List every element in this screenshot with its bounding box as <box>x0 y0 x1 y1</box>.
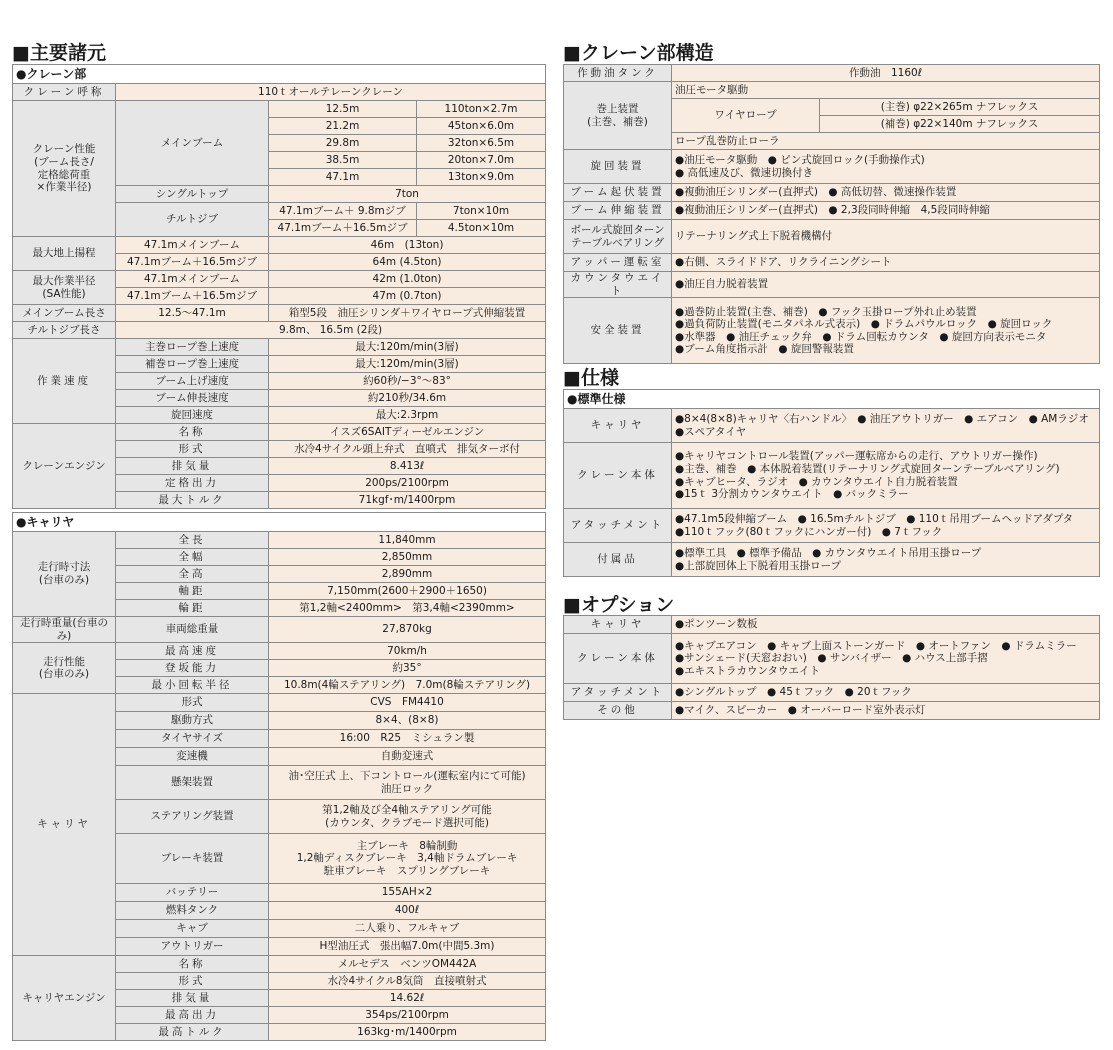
rated-load: 20ton×7.0m <box>417 152 546 169</box>
standard-spec-table <box>563 389 1100 577</box>
row-value <box>672 254 1100 272</box>
row-value: イスズ6SAITディーゼルエンジン <box>269 424 546 441</box>
section-title: ●標準仕様 <box>564 390 1100 409</box>
rated-load: 13ton×9.0m <box>417 169 546 186</box>
row-value: 約35° <box>269 660 546 677</box>
row-label <box>564 82 672 150</box>
row-value <box>672 702 1100 720</box>
row-sublabel: 47.1mブーム＋16.5mジブ <box>116 288 269 305</box>
row-label: 作業速度 <box>13 339 116 424</box>
cell-line: 走行性能 <box>43 655 85 668</box>
table-row <box>13 305 546 322</box>
row-value <box>269 902 546 920</box>
cell-line: ●110ｔフック(80ｔフックにハンガー付) ● 7ｔフック <box>675 525 943 538</box>
table-row <box>564 82 1100 99</box>
row-label: アッパー運転室 <box>564 254 672 272</box>
row-label: キャリヤ <box>13 694 116 956</box>
table-row <box>13 956 546 973</box>
cell-line: ●油圧モータ駆動 ● ピン式旋回ロック(手動操作式) <box>675 153 925 166</box>
cell-line: ●サンシェード(天窓おおい) ● サンバイザー ● ハウス上部手摺 <box>675 652 988 665</box>
table-row <box>564 272 1100 298</box>
row-value: 水冷4サイクル8気筒 直接噴射式 <box>269 973 546 990</box>
row-label: キャリヤ <box>564 616 672 634</box>
cell-line: 主ブレーキ 8輪制動 <box>356 839 458 852</box>
cell-line: ×作業半径) <box>36 181 92 194</box>
row-sublabel: 47.1mメインブーム <box>116 237 269 254</box>
row-sublabel: ブレーキ装置 <box>116 834 269 884</box>
cell-line: 油･空圧式 上、下コントロール(運転室内にて可能) <box>288 770 526 783</box>
row-value: 油圧モータ駆動 <box>672 82 1100 99</box>
row-label: クレーン本体 <box>564 443 672 509</box>
cell-line: ●主巻、補巻 ● 本体脱着装置(リテーナリング式旋回ターンテーブルベアリング) <box>675 462 1060 475</box>
rated-load: 45ton×6.0m <box>417 118 546 135</box>
rated-load: 4.5ton×10m <box>417 220 546 237</box>
cell-line: (台車のみ) <box>38 668 90 681</box>
cell-line: ●水準器 ● 油圧チェック弁 ● ドラム回転カウンタ ● 旋回方向表示モニタ <box>675 330 1047 343</box>
table-row <box>13 694 546 712</box>
row-sublabel: 最小回転半径 <box>116 677 269 694</box>
row-sublabel: 全高 <box>116 566 269 583</box>
cell-line: (SA性能) <box>42 287 86 300</box>
row-label: クレーンエンジン <box>13 424 116 509</box>
cell-line: ●油圧自力脱着装置 <box>675 278 769 291</box>
row-label: クレーン本体 <box>564 634 672 684</box>
cell-line: (主巻、補巻) <box>587 115 648 128</box>
row-value: 11,840mm <box>269 532 546 549</box>
row-value <box>672 443 1100 509</box>
row-value: 42m (1.0ton) <box>269 271 546 288</box>
rated-load: 7ton×10m <box>417 203 546 220</box>
row-label <box>13 271 116 305</box>
row-value: 163kg･m/1400rpm <box>269 1024 546 1041</box>
row-label: ブーム起伏装置 <box>564 184 672 202</box>
row-value: 14.62ℓ <box>269 990 546 1007</box>
row-label: ボール式旋回ターンテーブルベアリング <box>564 220 672 254</box>
row-value: 200ps/2100rpm <box>269 475 546 492</box>
row-sublabel: 名称 <box>116 424 269 441</box>
row-label: 付属品 <box>564 543 672 577</box>
row-value <box>269 730 546 748</box>
row-label: アタッチメント <box>564 509 672 543</box>
row-sublabel: シングルトップ <box>116 186 269 203</box>
row-sublabel: 定格出力 <box>116 475 269 492</box>
cell-line: ●複動油圧シリンダー(直押式) ● 2,3段同時伸縮 4,5段同時伸縮 <box>675 204 990 217</box>
row-sublabel: 最大トルク <box>116 492 269 509</box>
row-value: 最大:2.3rpm <box>269 407 546 424</box>
cell-line: ●右側、スライドドア、リクライニングシート <box>675 256 892 269</box>
table-row <box>564 220 1100 254</box>
row-sublabel: 車両総重量 <box>116 617 269 643</box>
cell-line: 155AH×2 <box>381 886 433 899</box>
table-row <box>564 684 1100 702</box>
row-value: 27,870kg <box>269 617 546 643</box>
carrier-spec-table <box>12 512 546 1041</box>
row-sublabel: 燃料タンク <box>116 902 269 920</box>
table-row <box>13 532 546 549</box>
table-row <box>564 150 1100 184</box>
row-label: クレーン呼称 <box>13 84 116 101</box>
row-sublabel: 登坂能力 <box>116 660 269 677</box>
cell-line: 8×4、(8×8) <box>375 714 439 727</box>
cell-line: 油圧ロック <box>380 782 434 795</box>
table-row <box>13 339 546 356</box>
row-sublabel: タイヤサイズ <box>116 730 269 748</box>
table-row <box>13 237 546 254</box>
row-sublabel: 最高トルク <box>116 1024 269 1041</box>
row-label: ブーム伸縮装置 <box>564 202 672 220</box>
row-value: 第1,2軸<2400mm> 第3,4軸<2390mm> <box>269 600 546 617</box>
row-sublabel: ブーム上げ速度 <box>116 373 269 390</box>
row-value <box>269 920 546 938</box>
table-row <box>564 509 1100 543</box>
table-row <box>13 271 546 288</box>
table-row <box>13 424 546 441</box>
row-value <box>672 634 1100 684</box>
cell-line: ●マイク、スピーカー ● オーバーロード室外表示灯 <box>675 704 926 717</box>
jib-combination: 47.1mブーム＋ 9.8mジブ <box>269 203 417 220</box>
row-value <box>269 712 546 730</box>
row-sublabel: 輪距 <box>116 600 269 617</box>
table-row <box>564 409 1100 443</box>
row-label: アタッチメント <box>564 684 672 702</box>
row-label <box>13 532 116 617</box>
boom-length: 21.2m <box>269 118 417 135</box>
table-row <box>13 322 546 339</box>
table-row <box>564 634 1100 684</box>
row-value: 箱型5段 油圧シリンダ＋ワイヤロープ式伸縮装置 <box>269 305 546 322</box>
option-table <box>563 615 1100 720</box>
cell-line: ●複動油圧シリンダー(直押式) ● 高低切替、微速操作装置 <box>675 186 957 199</box>
row-value: 10.8m(4輪ステアリング) 7.0m(8輪ステアリング) <box>269 677 546 694</box>
cell-line: (カウンタ、クラブモード選択可能) <box>325 816 489 829</box>
spec-heading: ■仕様 <box>563 367 619 389</box>
row-sublabel: 全長 <box>116 532 269 549</box>
crane-structure-table <box>563 64 1100 364</box>
table-row <box>564 65 1100 82</box>
row-label <box>13 101 116 237</box>
rated-load: 32ton×6.5m <box>417 135 546 152</box>
row-value: 最大:120m/min(3層) <box>269 339 546 356</box>
row-value <box>672 616 1100 634</box>
row-value <box>672 543 1100 577</box>
cell-line: 16:00 R25 ミシュラン製 <box>339 732 475 745</box>
row-sublabel: 駆動方式 <box>116 712 269 730</box>
row-sublabel: バッテリー <box>116 884 269 902</box>
table-row <box>564 616 1100 634</box>
cell-line: ●過負荷防止装置(モニタパネル式表示) ● ドラムパウルロック ● 旋回ロック <box>675 318 1053 331</box>
row-value: 47m (0.7ton) <box>269 288 546 305</box>
row-value: 7ton <box>269 186 546 203</box>
cell-line: H型油圧式 張出幅7.0m(中間5.3m) <box>319 940 495 953</box>
row-value: 最大:120m/min(3層) <box>269 356 546 373</box>
row-value <box>269 938 546 956</box>
row-sublabel: 最高速度 <box>116 643 269 660</box>
row-value <box>269 766 546 800</box>
row-value: 110ｔオールテレーンクレーン <box>116 84 546 101</box>
table-row <box>13 101 546 118</box>
cell-line: ●シングルトップ ● 45ｔフック ● 20ｔフック <box>675 686 912 699</box>
row-sublabel: ブーム伸長速度 <box>116 390 269 407</box>
row-label: キャリヤ <box>564 409 672 443</box>
table-row <box>564 298 1100 364</box>
row-sublabel: 旋回速度 <box>116 407 269 424</box>
cell-line: 1,2軸ディスクブレーキ 3,4軸ドラムブレーキ <box>296 852 518 865</box>
row-label: その他 <box>564 702 672 720</box>
row-sublabel: ワイヤロープ <box>672 99 820 133</box>
row-value: 2,890mm <box>269 566 546 583</box>
row-value <box>672 298 1100 364</box>
main-specs-heading: ■主要諸元 <box>12 42 106 64</box>
row-value: 46m (13ton) <box>269 237 546 254</box>
cell-line: ●過巻防止装置(主巻、補巻) ● フック玉掛ロープ外れ止め装置 <box>675 305 977 318</box>
row-sublabel: 形式 <box>116 441 269 458</box>
table-row <box>564 702 1100 720</box>
row-sublabel: 懸架装置 <box>116 766 269 800</box>
row-sublabel: チルトジブ <box>116 203 269 237</box>
row-value <box>672 684 1100 702</box>
row-value <box>269 834 546 884</box>
row-label: メインブーム長さ <box>13 305 116 322</box>
cell-line: クレーン性能 <box>32 143 96 156</box>
cell-line: 走行時寸法 <box>37 561 91 574</box>
table-row <box>564 390 1100 409</box>
row-value <box>672 509 1100 543</box>
row-sublabel: 排気量 <box>116 990 269 1007</box>
cell-line: 駐車ブレーキ スプリングブレーキ <box>323 864 491 877</box>
row-value <box>269 884 546 902</box>
row-label: カウンタウエイト <box>564 272 672 298</box>
row-sublabel: 補巻ロープ巻上速度 <box>116 356 269 373</box>
row-sublabel: 形式 <box>116 694 269 712</box>
cell-line: ●ブーム角度指示計 ● 旋回警報装置 <box>675 343 854 356</box>
cell-line: CVS FM4410 <box>370 696 444 709</box>
row-sublabel: 名称 <box>116 956 269 973</box>
cell-line: ●キャリヤコントロール装置(アッパー運転席からの走行、アウトリガー操作) <box>675 450 1038 463</box>
row-value: 71kgf･m/1400rpm <box>269 492 546 509</box>
row-label <box>13 643 116 694</box>
row-value <box>672 150 1100 184</box>
row-value <box>269 694 546 712</box>
cell-line: (ブーム長さ/ <box>34 155 94 168</box>
row-sublabel: 軸距 <box>116 583 269 600</box>
row-label: 安全装置 <box>564 298 672 364</box>
row-label: 最大地上揚程 <box>13 237 116 271</box>
cell-line: 自動変速式 <box>380 750 434 763</box>
cell-line: 定格総荷重 <box>37 168 91 181</box>
row-value: 作動油 1160ℓ <box>672 65 1100 82</box>
option-heading: ■オプション <box>563 594 675 616</box>
table-row <box>564 184 1100 202</box>
cell-line: ● 高低速及び、微速切換付き <box>675 166 814 179</box>
row-label: 旋回装置 <box>564 150 672 184</box>
cell-line: ●キャブヒータ、ラジオ ● カウンタウエイト自力脱着装置 <box>675 475 958 488</box>
boom-length: 29.8m <box>269 135 417 152</box>
rated-load: 110ton×2.7m <box>417 101 546 118</box>
row-value: (補巻) φ22×140m ナフレックス <box>820 116 1100 133</box>
cell-line: 第1,2軸及び全4軸ステアリング可能 <box>322 804 492 817</box>
row-sublabel: ステアリング装置 <box>116 800 269 834</box>
cell-line: ●キャブエアコン ● キャブ上面ストーンガード ● オートファン ● ドラムミラー <box>675 639 1077 652</box>
boom-length: 47.1m <box>269 169 417 186</box>
row-sublabel: 排気量 <box>116 458 269 475</box>
row-value: 9.8m、 16.5m (2段) <box>116 322 546 339</box>
section-title: ●クレーン部 <box>13 65 546 84</box>
cell-line: 巻上装置 <box>596 102 639 115</box>
table-row <box>564 254 1100 272</box>
row-value: 7,150mm(2600＋2900＋1650) <box>269 583 546 600</box>
row-sublabel: メインブーム <box>116 101 269 186</box>
row-value: 354ps/2100rpm <box>269 1007 546 1024</box>
table-row <box>13 513 546 532</box>
row-sublabel: 変速機 <box>116 748 269 766</box>
row-sublabel: 47.1mメインブーム <box>116 271 269 288</box>
row-value: 8.413ℓ <box>269 458 546 475</box>
row-value: 約210秒/34.6m <box>269 390 546 407</box>
row-value <box>269 748 546 766</box>
jib-combination: 47.1mブーム＋16.5mジブ <box>269 220 417 237</box>
row-sublabel: 最高出力 <box>116 1007 269 1024</box>
row-label: 走行時重量(台車のみ) <box>13 617 116 643</box>
row-value: 64m (4.5ton) <box>269 254 546 271</box>
cell-line: 二人乗り、フルキャブ <box>354 922 460 935</box>
cell-line: リテーナリング式上下脱着機構付 <box>675 230 833 243</box>
cell-line: ●スペアタイヤ <box>675 425 747 438</box>
cell-line: ●8×4(8×8)キャリヤ〈右ハンドル〉 ● 油圧アウトリガー ● エアコン ● AMラジオ <box>675 412 1089 425</box>
cell-line: (台車のみ) <box>38 574 90 586</box>
cell-line: ●エキストラカウンタウエイト <box>675 664 821 677</box>
cell-line: ●上部旋回体上下脱着用玉掛ロープ <box>675 559 842 572</box>
table-row <box>564 443 1100 509</box>
cell-line: ●標準工具 ● 標準予備品 ● カウンタウエイト吊用玉掛ロープ <box>675 546 982 559</box>
row-value <box>269 800 546 834</box>
row-sublabel: 全幅 <box>116 549 269 566</box>
row-value: 約60秒/−3°〜83° <box>269 373 546 390</box>
row-sublabel: 12.5〜47.1m <box>116 305 269 322</box>
row-value: 70km/h <box>269 643 546 660</box>
row-value <box>672 202 1100 220</box>
table-row <box>564 202 1100 220</box>
cell-line: ●ポンツーン数板 <box>675 618 758 631</box>
row-label: 作動油タンク <box>564 65 672 82</box>
cell-line: ●47.1m5段伸縮ブーム ● 16.5mチルトジブ ● 110ｔ吊用ブームヘッドアダプタ <box>675 512 1074 525</box>
boom-length: 12.5m <box>269 101 417 118</box>
row-value <box>672 409 1100 443</box>
row-label: キャリヤエンジン <box>13 956 116 1041</box>
table-row <box>13 617 546 643</box>
crane-structure-heading: ■クレーン部構造 <box>563 42 714 64</box>
cell-line: 400ℓ <box>394 904 420 917</box>
row-value: (主巻) φ22×265m ナフレックス <box>820 99 1100 116</box>
boom-length: 38.5m <box>269 152 417 169</box>
row-value: ロープ乱巻防止ローラ <box>672 133 1100 150</box>
row-sublabel: 形式 <box>116 973 269 990</box>
row-value <box>672 184 1100 202</box>
row-value: 2,850mm <box>269 549 546 566</box>
row-value <box>672 272 1100 298</box>
row-value: 水冷4サイクル頭上弁式 直噴式 排気ターボ付 <box>269 441 546 458</box>
cell-line: ●15ｔ 3分割カウンタウエイト ● バックミラー <box>675 488 909 501</box>
section-title: ●キャリヤ <box>13 513 546 532</box>
table-row <box>13 643 546 660</box>
cell-line: 最大作業半径 <box>32 274 96 287</box>
row-value: メルセデス ベンツOM442A <box>269 956 546 973</box>
table-row <box>564 543 1100 577</box>
row-sublabel: キャブ <box>116 920 269 938</box>
row-label: チルトジブ長さ <box>13 322 116 339</box>
table-row <box>13 84 546 101</box>
table-row <box>13 65 546 84</box>
row-sublabel: アウトリガー <box>116 938 269 956</box>
crane-spec-table <box>12 64 546 509</box>
row-sublabel: 47.1mブーム＋16.5mジブ <box>116 254 269 271</box>
row-sublabel: 主巻ロープ巻上速度 <box>116 339 269 356</box>
row-value <box>672 220 1100 254</box>
